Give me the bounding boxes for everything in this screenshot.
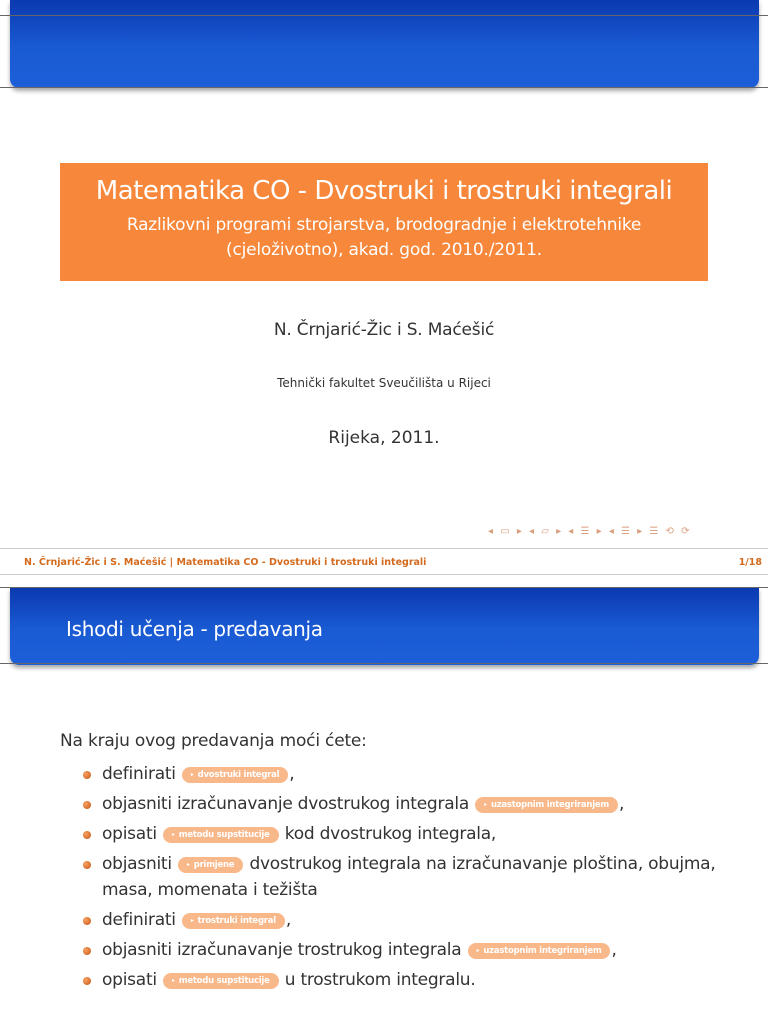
bullet-icon — [83, 917, 91, 925]
triangle-icon: ▸ — [190, 771, 194, 778]
triangle-icon: ▸ — [476, 947, 480, 954]
presentation-subtitle-line2: (cjeloživotno), akad. god. 2010./2011. — [226, 240, 542, 260]
triangle-icon: ▸ — [171, 831, 175, 838]
content-slide — [0, 575, 768, 1024]
link-button-trostruki-integral[interactable]: ▸ trostruki integral — [182, 913, 285, 929]
presentation-subtitle-line1: Razlikovni programi strojarstva, brodogradnje i elektrotehnike — [126, 215, 642, 235]
link-button-primjene[interactable]: ▸ primjene — [178, 857, 243, 873]
footer-text: N. Črnjarić-Žic i S. Maćešić | Matematika CO - Dvostruki i trostruki integrali — [24, 557, 427, 568]
triangle-icon: ▸ — [186, 861, 190, 868]
triangle-icon: ▸ — [190, 917, 194, 924]
authors: N. Črnjarić-Žic i S. Maćešić — [273, 320, 495, 340]
link-button-metodu-supstitucije[interactable]: ▸ metodu supstitucije — [163, 973, 279, 989]
outcomes-list — [78, 761, 758, 997]
slide-title: Ishodi učenja - predavanja — [66, 617, 323, 641]
divider-line — [0, 15, 768, 16]
bullet-icon — [83, 977, 91, 985]
list-item: definirati ▸ dvostruki integral , — [78, 761, 758, 787]
bullet-icon — [83, 861, 91, 869]
triangle-icon: ▸ — [171, 977, 175, 984]
bullet-icon — [83, 831, 91, 839]
list-item: opisati ▸ metodu supstitucije u trostrukom integralu. — [78, 967, 758, 993]
link-button-dvostruki-integral[interactable]: ▸ dvostruki integral — [182, 767, 288, 783]
list-item: objasniti izračunavanje dvostrukog integrala ▸ uzastopnim integriranjem , — [78, 791, 758, 817]
presentation-title: Matematika CO - Dvostruki i trostruki integrali — [95, 176, 673, 206]
intro-text: Na kraju ovog predavanja moći ćete: — [60, 731, 367, 751]
list-item: definirati ▸ trostruki integral , — [78, 907, 758, 933]
link-button-uzastopnim-integriranjem[interactable]: ▸ uzastopnim integriranjem — [468, 943, 611, 959]
presentation-date: Rijeka, 2011. — [328, 428, 440, 448]
header-banner — [10, 0, 759, 88]
institute: Tehnički fakultet Sveučilišta u Rijeci — [277, 376, 491, 390]
bullet-icon — [83, 947, 91, 955]
navigation-symbols[interactable]: ◂ ▭ ▸ ◂ ▱ ▸ ◂ ☰ ▸ ◂ ☰ ▸ ☰ ⟲ ⟳ — [488, 526, 692, 537]
list-item: objasniti izračunavanje trostrukog integrala ▸ uzastopnim integriranjem , — [78, 937, 758, 963]
divider-line — [0, 663, 768, 664]
bullet-icon — [83, 801, 91, 809]
list-item: opisati ▸ metodu supstitucije kod dvostrukog integrala, — [78, 821, 758, 847]
bullet-icon — [83, 771, 91, 779]
title-box — [60, 163, 708, 281]
divider-line — [0, 587, 768, 588]
link-button-metodu-supstitucije[interactable]: ▸ metodu supstitucije — [163, 827, 279, 843]
triangle-icon: ▸ — [484, 801, 487, 808]
list-item: objasniti ▸ primjene dvostrukog integrala na izračunavanje ploština, obujma, masa, momenata i težišta — [78, 851, 758, 903]
page-number: 1/18 — [738, 557, 762, 568]
link-button-uzastopnim-integriranjem[interactable]: ▸ uzastopnim integriranjem — [475, 797, 618, 813]
footer-bar — [0, 548, 768, 575]
header-banner — [10, 588, 759, 665]
divider-line — [0, 87, 768, 88]
